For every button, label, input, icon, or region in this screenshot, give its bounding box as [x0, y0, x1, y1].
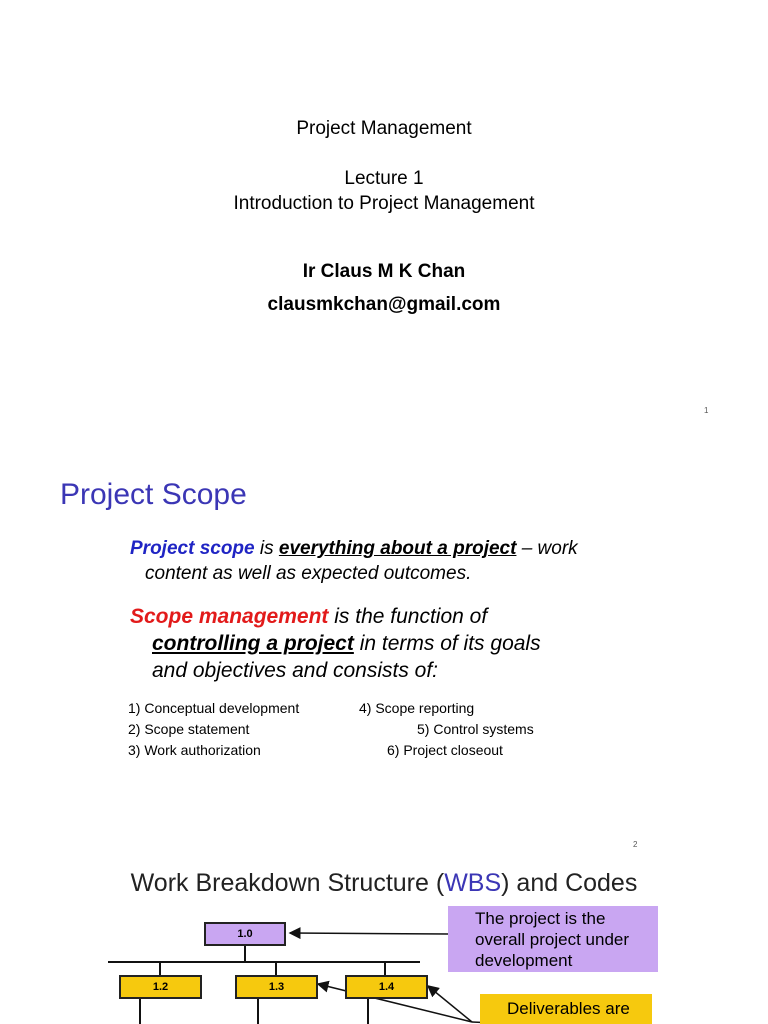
slide1-subtitle: Introduction to Project Management: [233, 193, 535, 214]
scope-management-rest3: and objectives and consists of:: [152, 659, 439, 682]
scope-definition-rest2: content as well as expected outcomes.: [145, 563, 472, 584]
scope-item: 2) Scope statement: [128, 721, 250, 737]
callout-deliverables: Deliverables are: [480, 994, 652, 1024]
slide1-author: Ir Claus M K Chan: [302, 261, 466, 282]
slide3-title-post: ) and Codes: [501, 869, 638, 897]
scope-definition-emphasis: everything about a project: [278, 538, 517, 559]
scope-management-emphasis: controlling a project: [152, 632, 354, 655]
wbs-node-root: 1.0: [204, 922, 286, 946]
scope-management-rest2: in terms of its goals: [353, 632, 541, 655]
slide3-title-pre: Work Breakdown Structure (: [130, 869, 445, 897]
slide1-title: Project Management: [296, 118, 472, 139]
scope-item: 4) Scope reporting: [359, 700, 475, 716]
scope-item: 6) Project closeout: [387, 742, 503, 758]
scope-item: 3) Work authorization: [128, 742, 261, 758]
callout-project-arrow: [290, 933, 449, 934]
scope-item: 5) Control systems: [417, 721, 534, 737]
scope-item: 1) Conceptual development: [128, 700, 300, 716]
slide1-lecture: Lecture 1: [344, 168, 424, 189]
scope-definition-term: Project scope: [130, 538, 255, 559]
scope-definition-is: is: [254, 538, 279, 559]
callout-project: The project is the overall project under development: [448, 906, 658, 972]
slide1-email[interactable]: clausmkchan@gmail.com: [267, 294, 501, 315]
slide2-title: Project Scope: [60, 478, 247, 511]
wbs-node-1-2: 1.2: [119, 975, 202, 999]
slide1-page-number: 1: [704, 406, 709, 415]
wbs-node-1-4: 1.4: [345, 975, 428, 999]
wbs-node-1-3: 1.3: [235, 975, 318, 999]
slide3-title-wbs: WBS: [444, 869, 502, 897]
scope-management-rest1: is the function of: [328, 605, 488, 628]
scope-management-term: Scope management: [130, 605, 329, 628]
slide2-page-number: 2: [633, 840, 638, 849]
scope-definition-rest1: – work: [516, 538, 578, 559]
